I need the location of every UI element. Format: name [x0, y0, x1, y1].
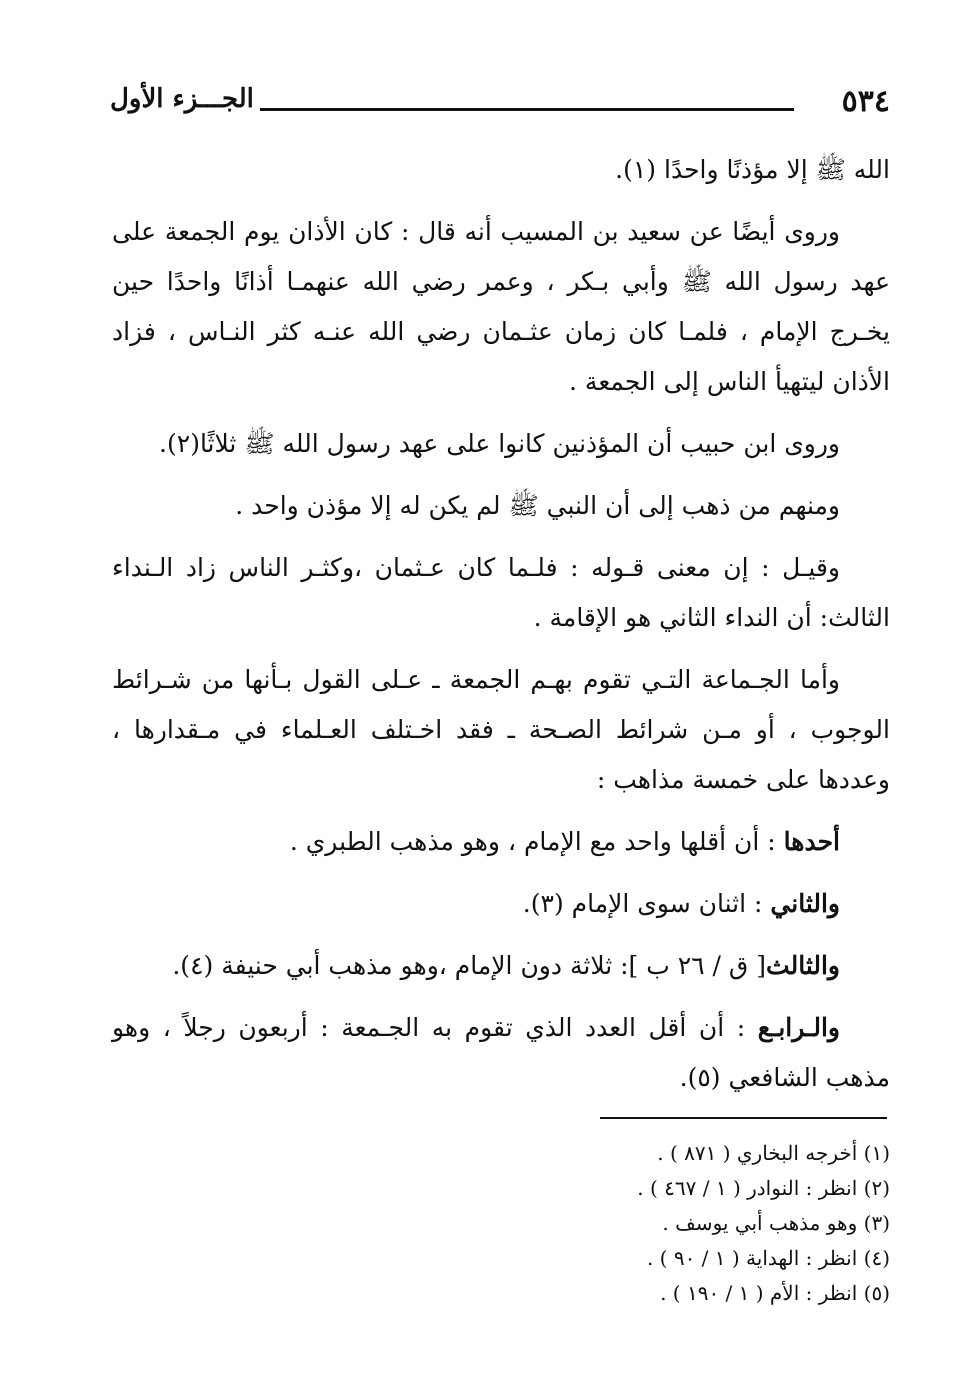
paragraph-2: وروى أيضًا عن سعيد بن المسيب أنه قال : كان الأذان يوم الجمعة على عهد رسول الله ﷺ وأبي بـكر ، وعمر رضي الله عنهمـا أذانًا واحدًا حين يخـرج الإمام ، فلمـا كان زمان عثـمان رضي الله عنـه كثر النـاس ، فزاد الأذان ليتهيأ الناس إلى الجمعة . [112, 217, 890, 396]
footnote-separator [600, 1117, 887, 1119]
paragraph-6: وأما الجـماعة التـي تقوم بهـم الجمعة ـ عـلى القول بـأنها من شـرائط الوجوب ، أو مـن شرائط الصـحة ـ فقد اخـتلف العـلماء في مـقدارها ، وعددها على خمسة مذاهب : [112, 665, 890, 794]
footnote-4: (٤) انظر : الهداية ( ١ / ٩٠ ) . [646, 1246, 890, 1270]
opinion-text: : اثنان سوى الإمام (٣). [522, 889, 771, 918]
footnote-3: (٣) وهو مذهب أبي يوسف . [662, 1211, 890, 1235]
opinion-label: والثالث [766, 951, 840, 980]
opinion-2 [112, 879, 890, 929]
opinion-3 [112, 941, 890, 991]
footnotes [112, 1136, 890, 1311]
main-text [112, 145, 890, 1115]
opinion-label: أحدها [783, 827, 840, 856]
paragraph-3: وروى ابن حبيب أن المؤذنين كانوا على عهد رسول الله ﷺ ثلاثًا(٢). [159, 429, 840, 458]
page-header [110, 84, 890, 124]
opinion-text: [ ق / ٢٦ ب ]: ثلاثة دون الإمام ،وهو مذهب أبي حنيفة (٤). [172, 951, 767, 980]
opinion-label: والـرابـع [757, 1013, 840, 1042]
footnote-1: (١) أخرجه البخاري ( ٨٧١ ) . [657, 1141, 890, 1165]
opinion-label: والثاني [770, 889, 840, 918]
opinion-text: : أن أقل العدد الذي تقوم به الجـمعة : أربعون رجلاً ، وهو مذهب الشافعي (٥). [112, 1013, 890, 1092]
paragraph-4: ومنهم من ذهب إلى أن النبي ﷺ لم يكن له إلا مؤذن واحد . [235, 491, 840, 520]
footnote-5: (٥) انظر : الأم ( ١ / ١٩٠ ) . [660, 1281, 890, 1305]
opinion-4 [112, 1003, 890, 1103]
page-number: ٥٣٤ [841, 84, 890, 119]
part-title: الجـــزء الأول [110, 84, 254, 114]
opinion-text: : أن أقلها واحد مع الإمام ، وهو مذهب الطبري . [289, 827, 784, 856]
opinion-1 [112, 817, 890, 867]
paragraph-1: الله ﷺ إلا مؤذنًا واحدًا (١). [615, 155, 890, 184]
footnote-2: (٢) انظر : النوادر ( ١ / ٤٦٧ ) . [637, 1176, 890, 1200]
paragraph-5: وقيـل : إن معنى قـوله : فلـما كان عـثمان ،وكثـر الناس زاد الـنداء الثالث: أن النداء الثاني هو الإقامة . [112, 553, 890, 632]
header-rule [260, 108, 794, 111]
